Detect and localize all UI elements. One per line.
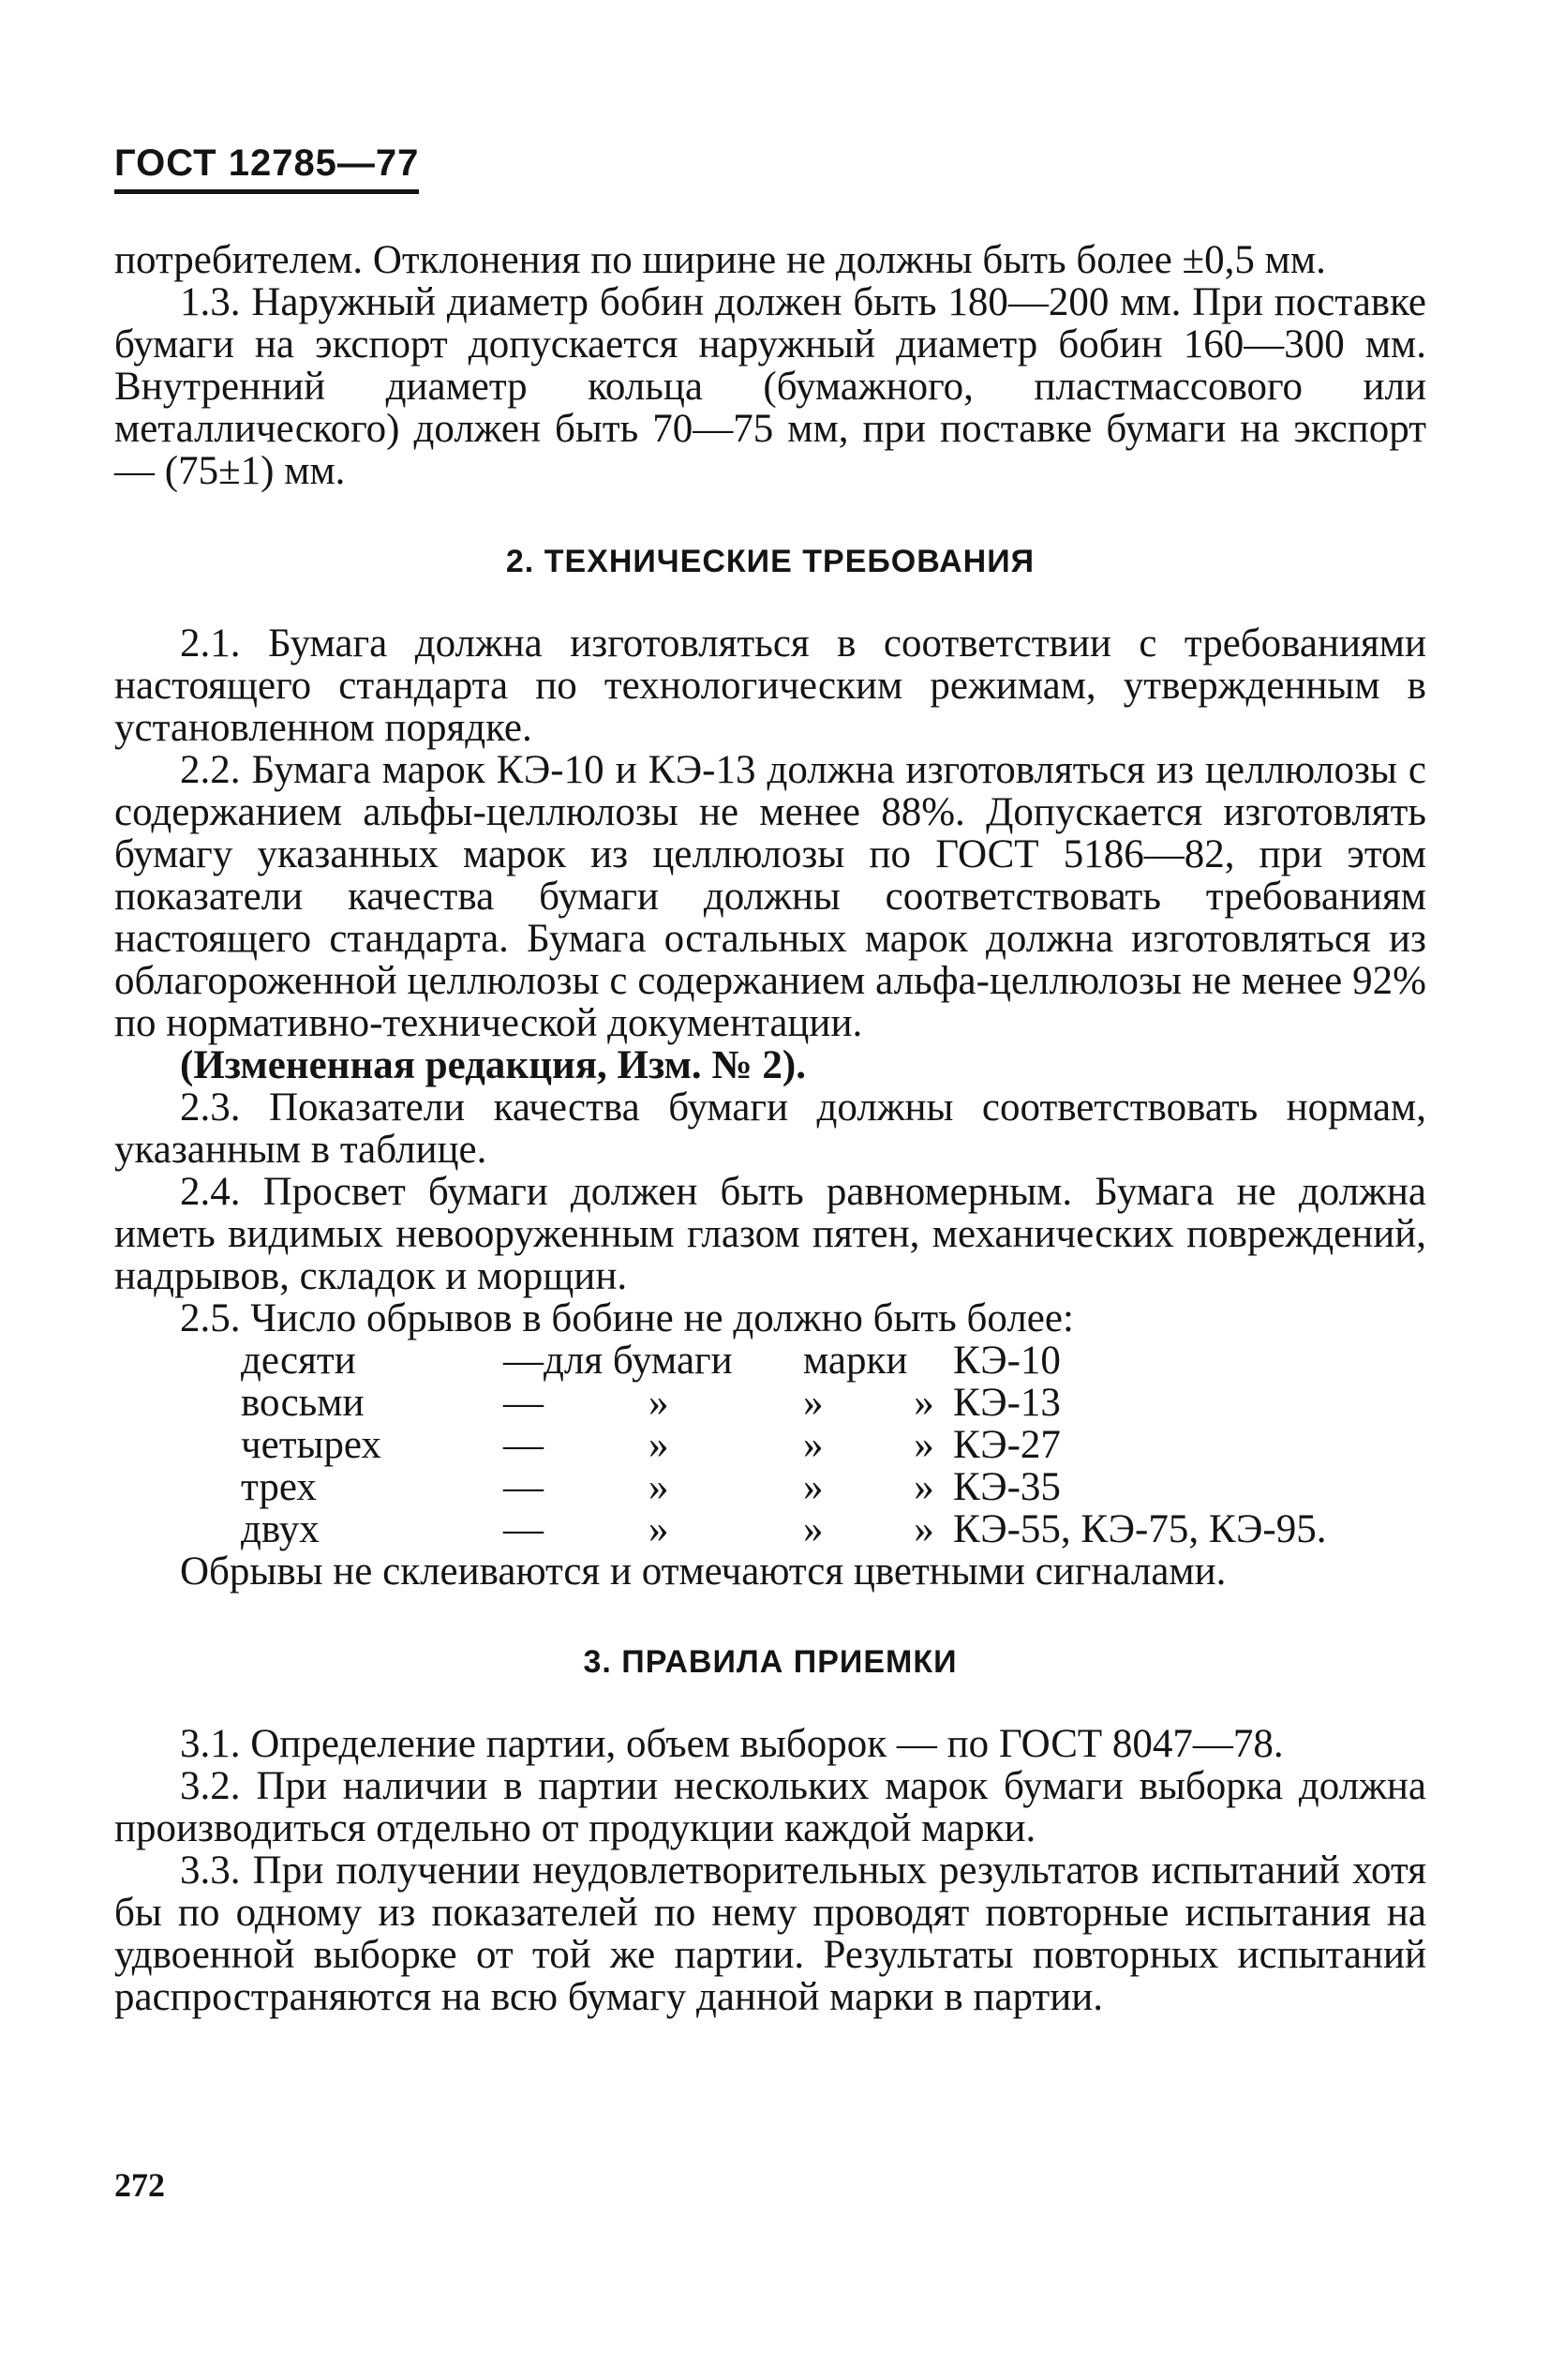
paragraph-continuation: потребителем. Отклонения по ширине не должны быть более ±0,5 мм. <box>114 238 1326 282</box>
breaks-ditto: » » <box>803 1423 934 1467</box>
paragraph-3-3: 3.3. При получении неудовлетворительных результатов испытаний хотя бы по одному из показателей по нему проводят повторные испытания на удвоенной выборке от той же партии. Результаты повторных испытаний распространяются на всю бумагу данной марки в партии. <box>114 1849 1426 2019</box>
amendment-note: (Измененная редакция, Изм. № 2). <box>180 1043 806 1087</box>
breaks-row <box>241 1382 1327 1424</box>
breaks-dash: — <box>503 1465 544 1509</box>
paragraph-1-3: 1.3. Наружный диаметр бобин должен быть 180—200 мм. При поставке бумаги на экспорт допускается наружный диаметр бобин 160—300 мм. Внутренний диаметр кольца (бумажного, пластмассового или металлического) должен быть 70—75 мм, при поставке бумаги на экспорт — (75±1) мм. <box>114 280 1426 493</box>
paragraph-2-5: 2.5. Число обрывов в бобине не должно быть более: <box>180 1296 1074 1340</box>
breaks-ditto: » <box>648 1507 669 1551</box>
breaks-dash: — <box>503 1423 544 1467</box>
paragraph-2-3: 2.3. Показатели качества бумаги должны соответствовать нормам, указанным в таблице. <box>114 1085 1426 1172</box>
breaks-count: восьми <box>241 1381 365 1425</box>
breaks-grades: КЭ-13 <box>953 1381 1061 1425</box>
breaks-grades: КЭ-27 <box>953 1423 1061 1467</box>
breaks-grades: КЭ-55, КЭ-75, КЭ-95. <box>953 1507 1327 1551</box>
breaks-ditto: » <box>648 1381 669 1425</box>
breaks-ditto: » » <box>803 1465 934 1509</box>
breaks-ditto: » <box>648 1423 669 1467</box>
paragraph-3-2: 3.2. При наличии в партии нескольких марок бумаги выборка должна производиться отдельно от продукции каждой марки. <box>114 1764 1426 1850</box>
breaks-dash: — <box>503 1339 544 1383</box>
paragraph-breaks-note: Обрывы не склеиваются и отмечаются цветными сигналами. <box>180 1549 1227 1594</box>
paragraph-2-1: 2.1. Бумага должна изготовляться в соответствии с требованиями настоящего стандарта по технологическим режимам, утвержденным в установленном порядке. <box>114 621 1426 750</box>
document-page <box>114 141 1426 2018</box>
breaks-ditto: » » <box>803 1507 934 1551</box>
breaks-row <box>241 1466 1327 1508</box>
paragraph-3-1: 3.1. Определение партии, объем выборок — по ГОСТ 8047—78. <box>180 1722 1284 1766</box>
breaks-count: четырех <box>241 1423 381 1467</box>
breaks-mark-word: марки <box>803 1339 908 1383</box>
breaks-row <box>241 1508 1327 1550</box>
paragraph-2-2: 2.2. Бумага марок КЭ-10 и КЭ-13 должна изготовляться из целлюлозы с содержанием альфы-целлюлозы не менее 88%. Допускается изготовлять бумагу указанных марок из целлюлозы по ГОСТ 5186—82, при этом показатели качества бумаги должны соответствовать требованиям настоящего стандарта. Бумага остальных марок должна изготовляться из облагороженной целлюлозы с содержанием альфа-целлюлозы не менее 92% по нормативно-технической документации. <box>114 748 1426 1045</box>
section-heading-technical-requirements: 2. ТЕХНИЧЕСКИЕ ТРЕБОВАНИЯ <box>505 544 1036 579</box>
breaks-paper-text: для бумаги <box>544 1339 733 1383</box>
breaks-ditto: » » <box>803 1381 934 1425</box>
breaks-paper <box>503 1340 803 1382</box>
paragraph-2-4: 2.4. Просвет бумаги должен быть равномерным. Бумага не должна иметь видимых невооруженным глазом пятен, механических повреждений, надрывов, складок и морщин. <box>114 1170 1426 1298</box>
running-header: ГОСТ 12785—77 <box>114 141 419 194</box>
breaks-row <box>241 1340 1327 1382</box>
breaks-count: трех <box>241 1465 317 1509</box>
breaks-ditto: » <box>648 1465 669 1509</box>
breaks-dash: — <box>503 1507 544 1551</box>
breaks-row <box>241 1424 1327 1466</box>
page-number: 272 <box>114 2166 165 2204</box>
breaks-dash: — <box>503 1381 544 1425</box>
breaks-count: десяти <box>241 1339 356 1383</box>
breaks-grades: КЭ-10 <box>953 1339 1061 1383</box>
section-heading-acceptance-rules: 3. ПРАВИЛА ПРИЕМКИ <box>583 1644 958 1680</box>
breaks-grades: КЭ-35 <box>953 1465 1061 1509</box>
breaks-list <box>241 1340 1327 1550</box>
breaks-count: двух <box>241 1507 320 1551</box>
